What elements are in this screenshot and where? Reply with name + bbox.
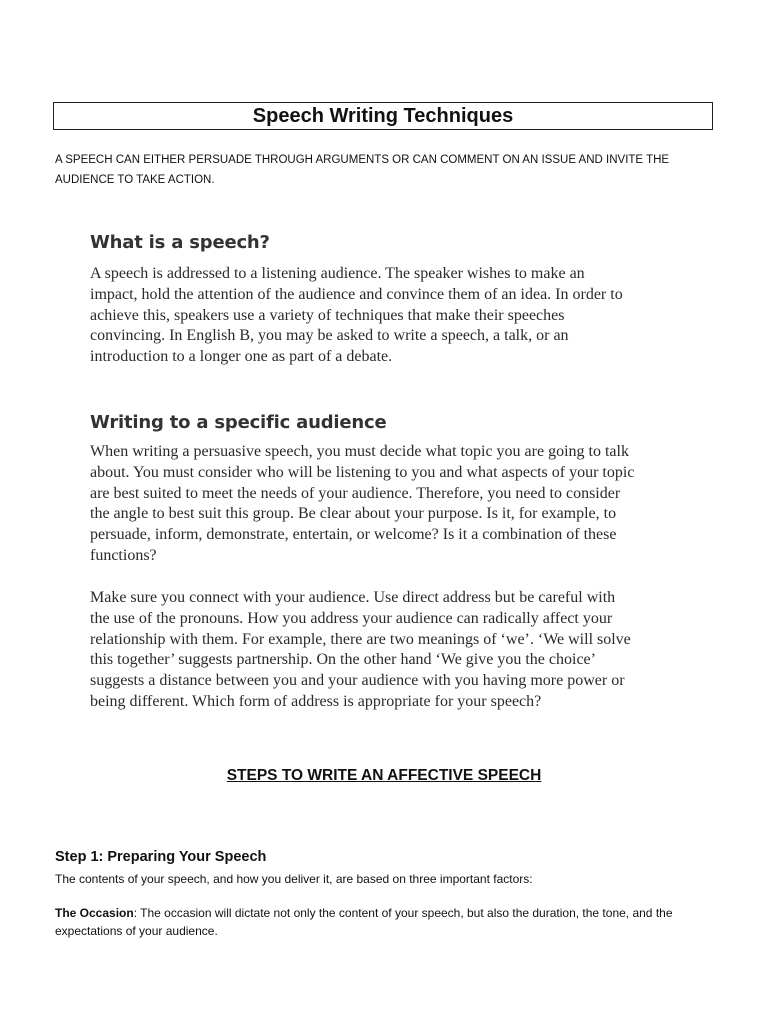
section-heading-what-is-a-speech: What is a speech? [90,232,270,253]
title-box [53,102,713,130]
step1-title: Step 1: Preparing Your Speech [55,849,267,865]
section-paragraph: When writing a persuasive speech, you must decide what topic you are going to talk about. You must consider who will be listening to you and what aspects of your topic are best suited to meet the needs of your audience. Therefore, you need to consider the angle to best suit this group. Be clear about your purpose. Is it, for example, to persuade, inform, demonstrate, entertain, or welcome? Is it a combination of these functions? [90,443,635,564]
occasion-paragraph [55,904,725,940]
section-paragraph: Make sure you connect with your audience. Use direct address but be careful with the use of the pronouns. How you address your audience can radically affect your relationship with them. For example, there are two meanings of ‘we’. ‘We will solve this together’ suggests partnership. On the other hand ‘We give you the choice’ suggests a distance between you and your audience with you having more power or being different. Which form of address is appropriate for your speech? [90,589,631,710]
section-paragraph: A speech is addressed to a listening audience. The speaker wishes to make an impact, hold the attention of the audience and convince them of an idea. In order to achieve this, speakers use a variety of techniques that make their speeches convincing. In English B, you may be asked to write a speech, a talk, or an introduction to a longer one as part of a debate. [90,265,623,366]
intro-text: A SPEECH CAN EITHER PERSUADE THROUGH ARGUMENTS OR CAN COMMENT ON AN ISSUE AND INVITE THE AUDIENCE TO TAKE ACTION. [55,154,670,186]
occasion-text: : The occasion will dictate not only the content of your speech, but also the duration, the tone, and the expectations of your audience. [55,906,673,938]
steps-heading: STEPS TO WRITE AN AFFECTIVE SPEECH [226,767,542,784]
step1-text: The contents of your speech, and how you deliver it, are based on three important factors: [55,872,533,886]
document-title: Speech Writing Techniques [252,104,514,127]
section-heading-specific-audience: Writing to a specific audience [90,412,387,433]
occasion-label: The Occasion [55,906,134,920]
